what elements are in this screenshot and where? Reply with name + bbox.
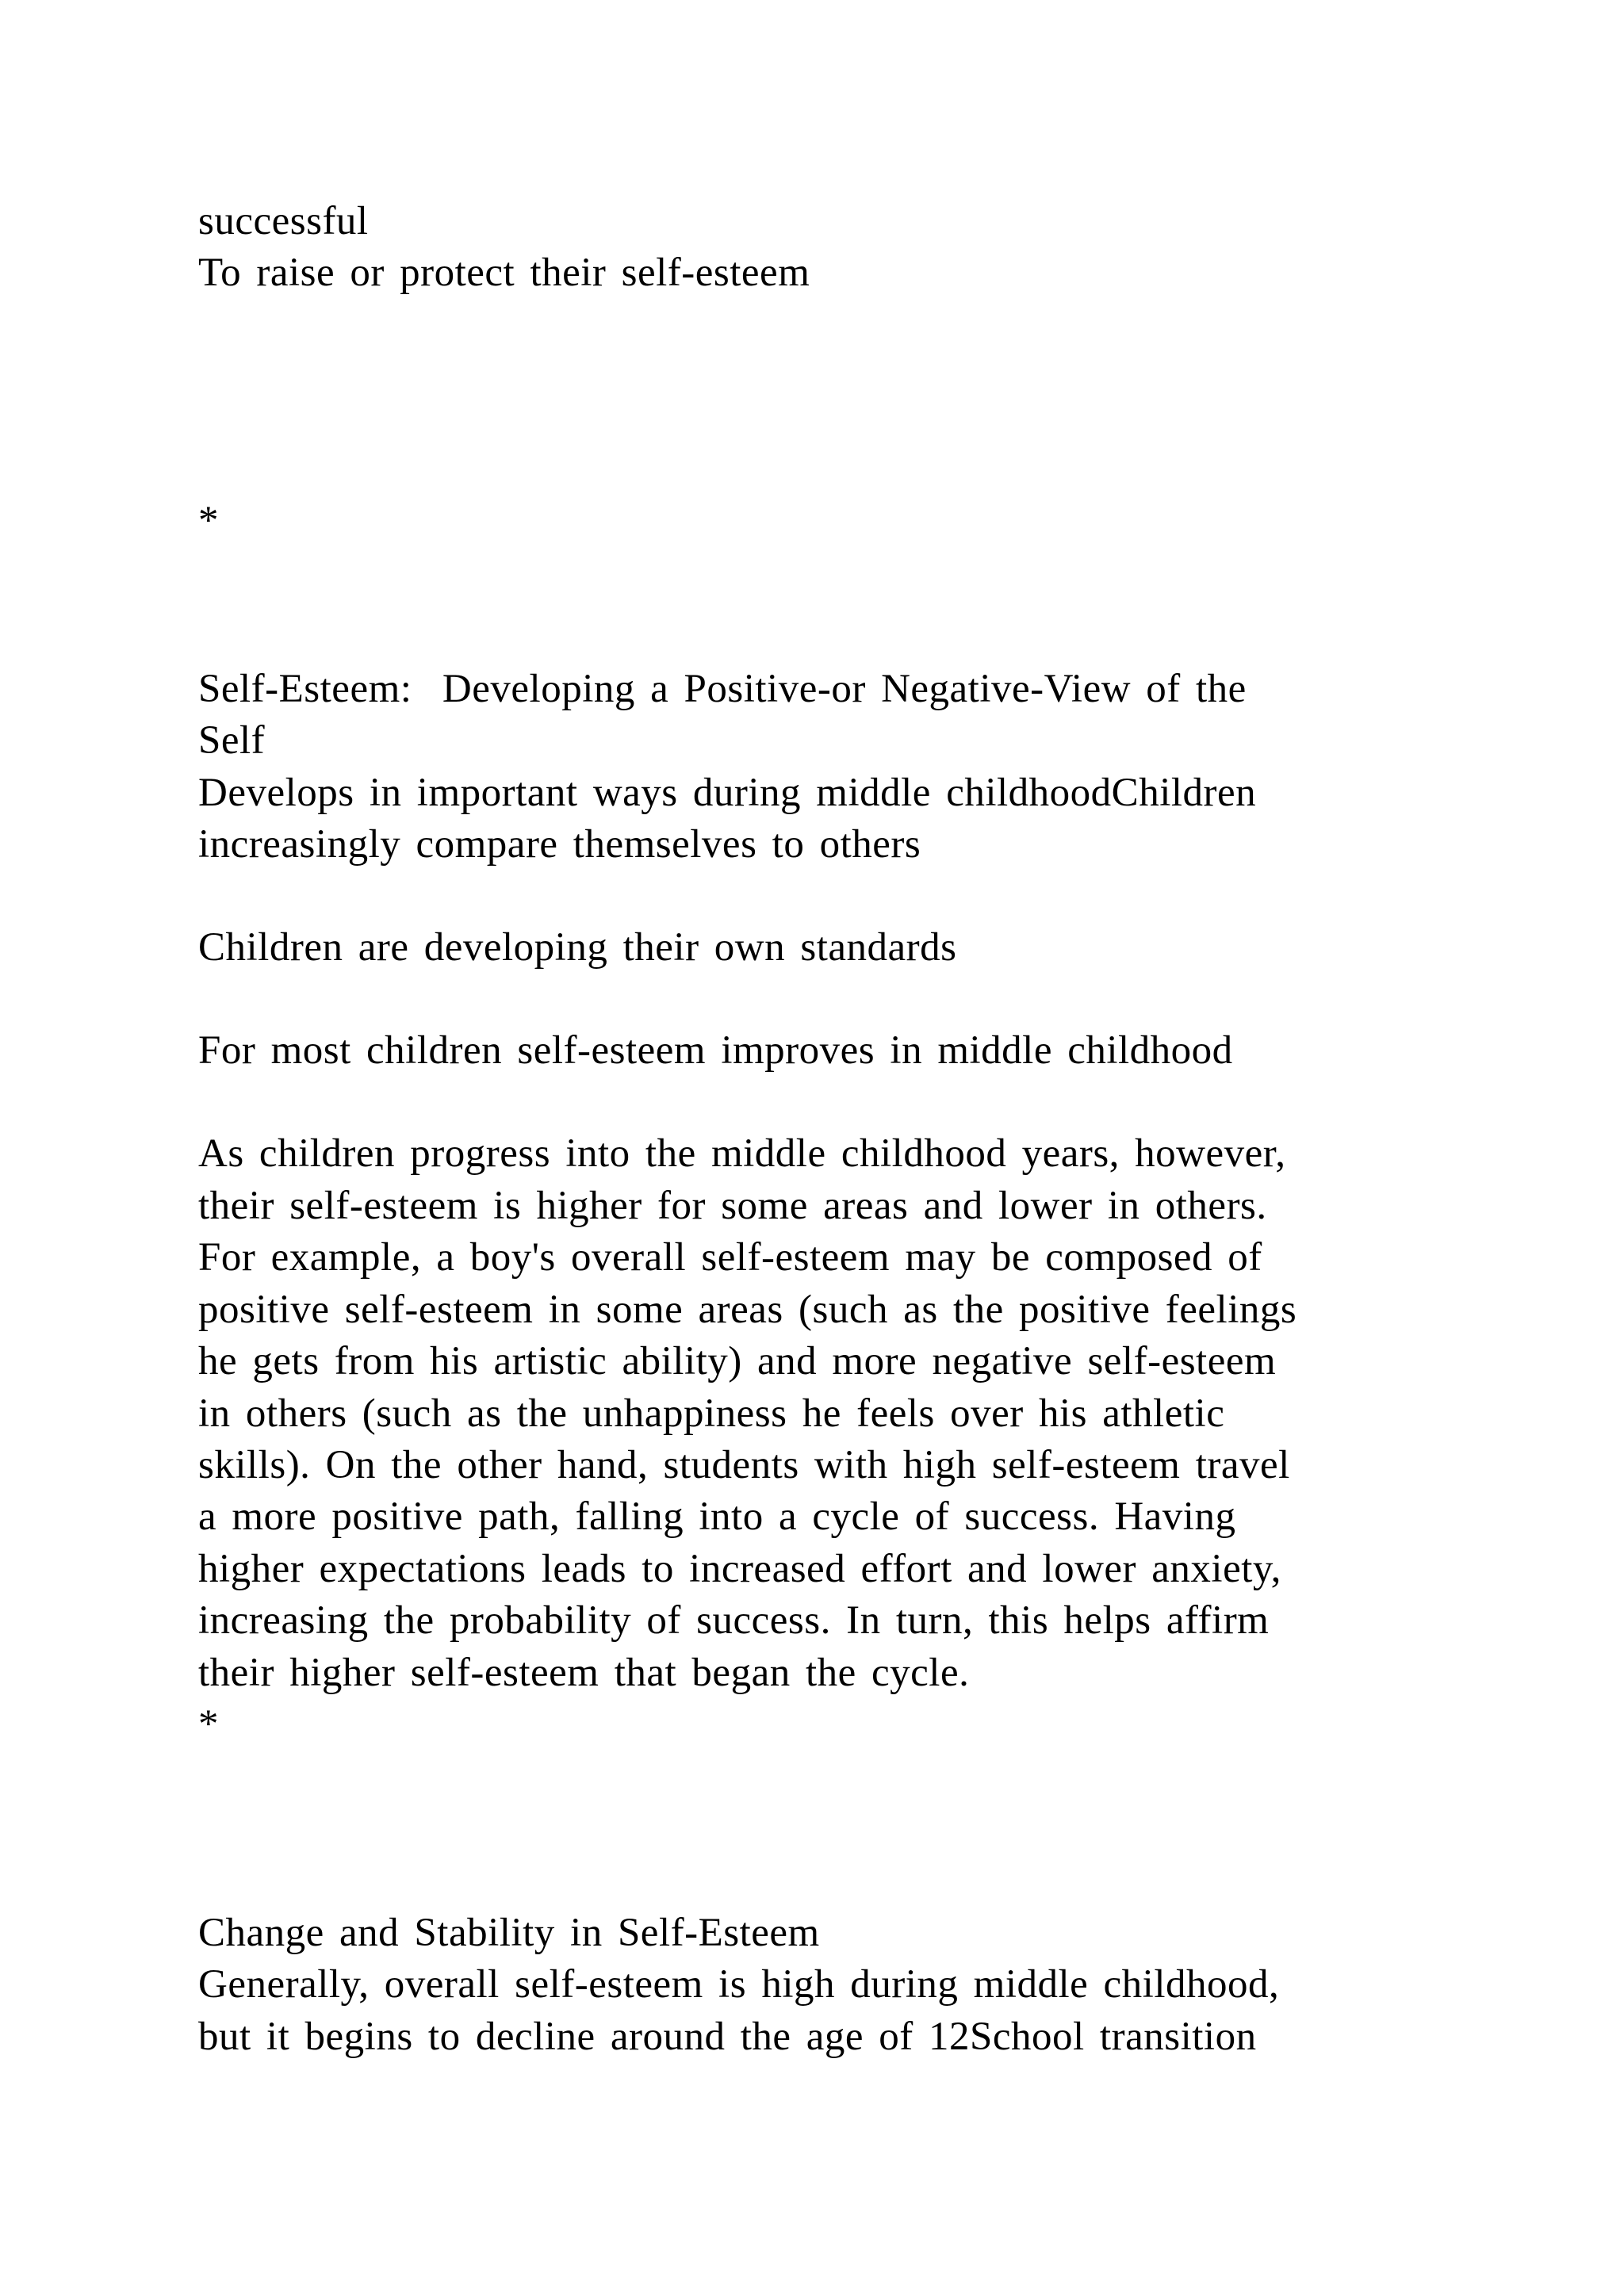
paragraph-line: their self-esteem is higher for some areas and lower in others. [198,1184,1267,1228]
section-heading: Self [198,718,266,763]
paragraph-line: their higher self-esteem that began the cycle. [198,1651,970,1695]
text-line: increasingly compare themselves to others [198,822,921,867]
paragraph-line: As children progress into the middle childhood years, however, [198,1131,1286,1176]
paragraph-line: positive self-esteem in some areas (such as the positive feelings [198,1288,1297,1332]
section-heading: Change and Stability in Self-Esteem [198,1911,820,1955]
text-line: successful [198,199,369,243]
text-line: but it begins to decline around the age of 12School transition [198,2015,1257,2059]
text-line: To raise or protect their self-esteem [198,251,810,295]
paragraph-line: For example, a boy's overall self-esteem may be composed of [198,1235,1262,1280]
section-heading: Self-Esteem: Developing a Positive-or Negative-View of the [198,667,1247,711]
paragraph-line: a more positive path, falling into a cycle of success. Having [198,1494,1236,1539]
text-line: Develops in important ways during middle childhoodChildren [198,771,1257,815]
bullet-separator: * [198,499,219,543]
paragraph-line: he gets from his artistic ability) and more negative self-esteem [198,1339,1277,1383]
paragraph-line: higher expectations leads to increased effort and lower anxiety, [198,1547,1281,1591]
text-line: Generally, overall self-esteem is high during middle childhood, [198,1962,1280,2007]
paragraph-line: skills). On the other hand, students with high self-esteem travel [198,1443,1290,1487]
paragraph-line: increasing the probability of success. In turn, this helps affirm [198,1598,1270,1643]
bullet-separator: * [198,1702,219,1747]
text-line: Children are developing their own standards [198,925,957,970]
text-line: For most children self-esteem improves in middle childhood [198,1028,1233,1073]
paragraph-line: in others (such as the unhappiness he feels over his athletic [198,1391,1225,1436]
